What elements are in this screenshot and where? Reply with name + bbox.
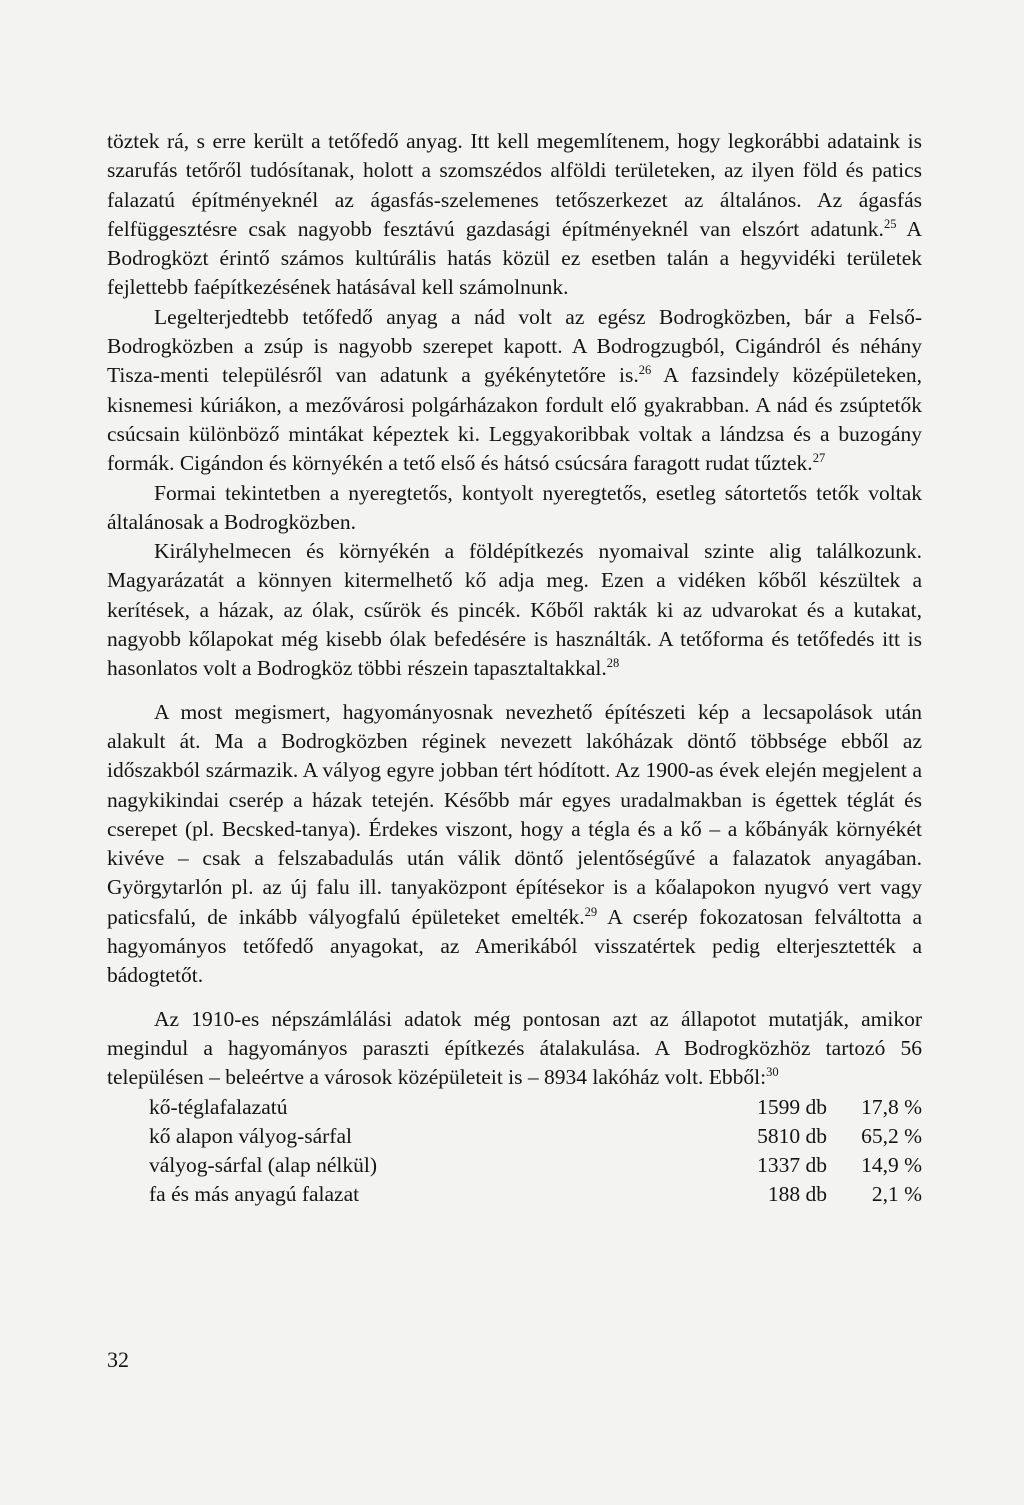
row-label: kő alapon vályog-sárfal (149, 1123, 352, 1148)
footnote-ref: 29 (584, 904, 598, 919)
table-row (107, 1093, 922, 1122)
row-percent: 17,8 % (861, 1094, 922, 1119)
footnote-ref: 26 (638, 363, 652, 378)
footnote-ref: 27 (812, 451, 826, 466)
paragraph-6-text: Az 1910-es népszámlálási adatok még pontosan azt az állapotot mutatják, amikor megindul a hagyományos paraszti építkezés átalakulása. A Bodrogközhöz tartozó 56 településen – beleértve a városok középületeit is – 8934 lakóház volt. Ebből: (107, 1006, 922, 1090)
table-row (107, 1180, 922, 1209)
paragraph-4 (107, 537, 922, 683)
row-percent: 2,1 % (871, 1182, 922, 1207)
row-percent: 14,9 % (861, 1153, 922, 1178)
wall-material-table (107, 1093, 922, 1210)
paragraph-2 (107, 303, 922, 479)
row-label: fa és más anyagú falazat (149, 1182, 360, 1207)
footnote-ref: 30 (766, 1065, 779, 1080)
row-label: vályog-sárfal (alap nélkül) (149, 1153, 378, 1178)
paragraph-2-text-cont: A fazsindely középületeken, kisnemesi kúriákon, a mezővárosi polgárházakon fordult elő gyakrabban. A nád és zsúptetők csúcsain különböző mintákat képeztek ki. Leggyakoribbak voltak a lándzsa és a buzogány formák. Cigándon és környékén a tető első és hátsó csúcsára faragott rudat tűztek. (107, 363, 922, 476)
row-count: 1337 db (757, 1153, 827, 1178)
footnote-ref: 25 (883, 216, 897, 231)
page-body (107, 127, 922, 1210)
paragraph-3: Formai tekintetben a nyeregtetős, kontyolt nyeregtetős, esetleg sátortetős tetők voltak általánosak a Bodrogközben. (107, 480, 922, 534)
paragraph-4-text: Királyhelmecen és környékén a földépítkezés nyomaival szinte alig találkozunk. Magyarázatát a könnyen kitermelhető kő adja meg. Ezen a vidéken kőből készültek a kerítések, a házak, az ólak, csűrök és pincék. Kőből rakták ki az udvarokat és a kutakat, nagyobb kőlapokat még kisebb ólak befedésére is használták. A tetőforma és tetőfedés itt is hasonlatos volt a Bodrogköz többi részein tapasztaltakkal. (107, 539, 922, 681)
paragraph-1-text-cont: A Bodrogközt érintő számos kultúrális hatás közül ez esetben talán a hegyvidéki területek fejlettebb faépítkezésének hatásával kell számolnunk. (107, 216, 923, 300)
page-number: 32 (107, 1347, 129, 1372)
paragraph-5 (107, 698, 922, 991)
paragraph-6 (107, 1005, 922, 1093)
row-count: 1599 db (757, 1094, 827, 1119)
row-percent: 65,2 % (861, 1123, 922, 1148)
footnote-ref: 28 (606, 656, 620, 671)
row-count: 5810 db (757, 1123, 827, 1148)
paragraph-5-text: A most megismert, hagyományosnak nevezhető építészeti kép a lecsapolások után alakult át. Ma a Bodrogközben réginek nevezett lakóházak döntő többsége ebből az időszakból származik. A vályog egyre jobban tért hódított. Az 1900-as évek elején megjelent a nagykikindai cserép a házak tetején. Később már egyes uradalmakban is égettek téglát és cserepet (pl. Becsked-tanya). Érdekes viszont, hogy a tégla és a kő – a kőbányák környékét kivéve – csak a felszabadulás után válik döntő jelentőségűvé a falazatok anyagában. Györgytarlón pl. az új falu ill. tanyaközpont építésekor is a kőalapokon nyugvó vert vagy paticsfalú, de inkább vályogfalú épületeket emelték. (107, 699, 922, 929)
paragraph-5-text-cont: A cserép fokozatosan felváltotta a hagyományos tetőfedő anyagokat, az Amerikából visszatértek pedig elterjesztették a bádogtetőt. (107, 904, 923, 988)
paragraph-1 (107, 127, 922, 303)
table-row (107, 1122, 922, 1151)
table-row (107, 1151, 922, 1180)
paragraph-2-text: Legelterjedtebb tetőfedő anyag a nád volt az egész Bodrogközben, bár a Felső-Bodrogközben a zsúp is nagyobb szerepet kapott. A Bodrogzugból, Cigándról és néhány Tisza-menti településről van adatunk a gyékénytetőre is. (107, 304, 922, 388)
paragraph-1-text: töztek rá, s erre került a tetőfedő anyag. Itt kell megemlítenem, hogy legkorábbi adataink is szarufás tetőről tudósítanak, holott a szomszédos alföldi területeken, az ilyen föld és patics falazatú építményeknél az ágasfás-szelemenes tetőszerkezet az általános. Az ágasfás felfüggesztésre csak nagyobb fesztávú gazdasági építményeknél van elszórt adatunk. (107, 129, 922, 241)
row-label: kő-téglafalazatú (149, 1094, 288, 1119)
row-count: 188 db (767, 1182, 827, 1207)
